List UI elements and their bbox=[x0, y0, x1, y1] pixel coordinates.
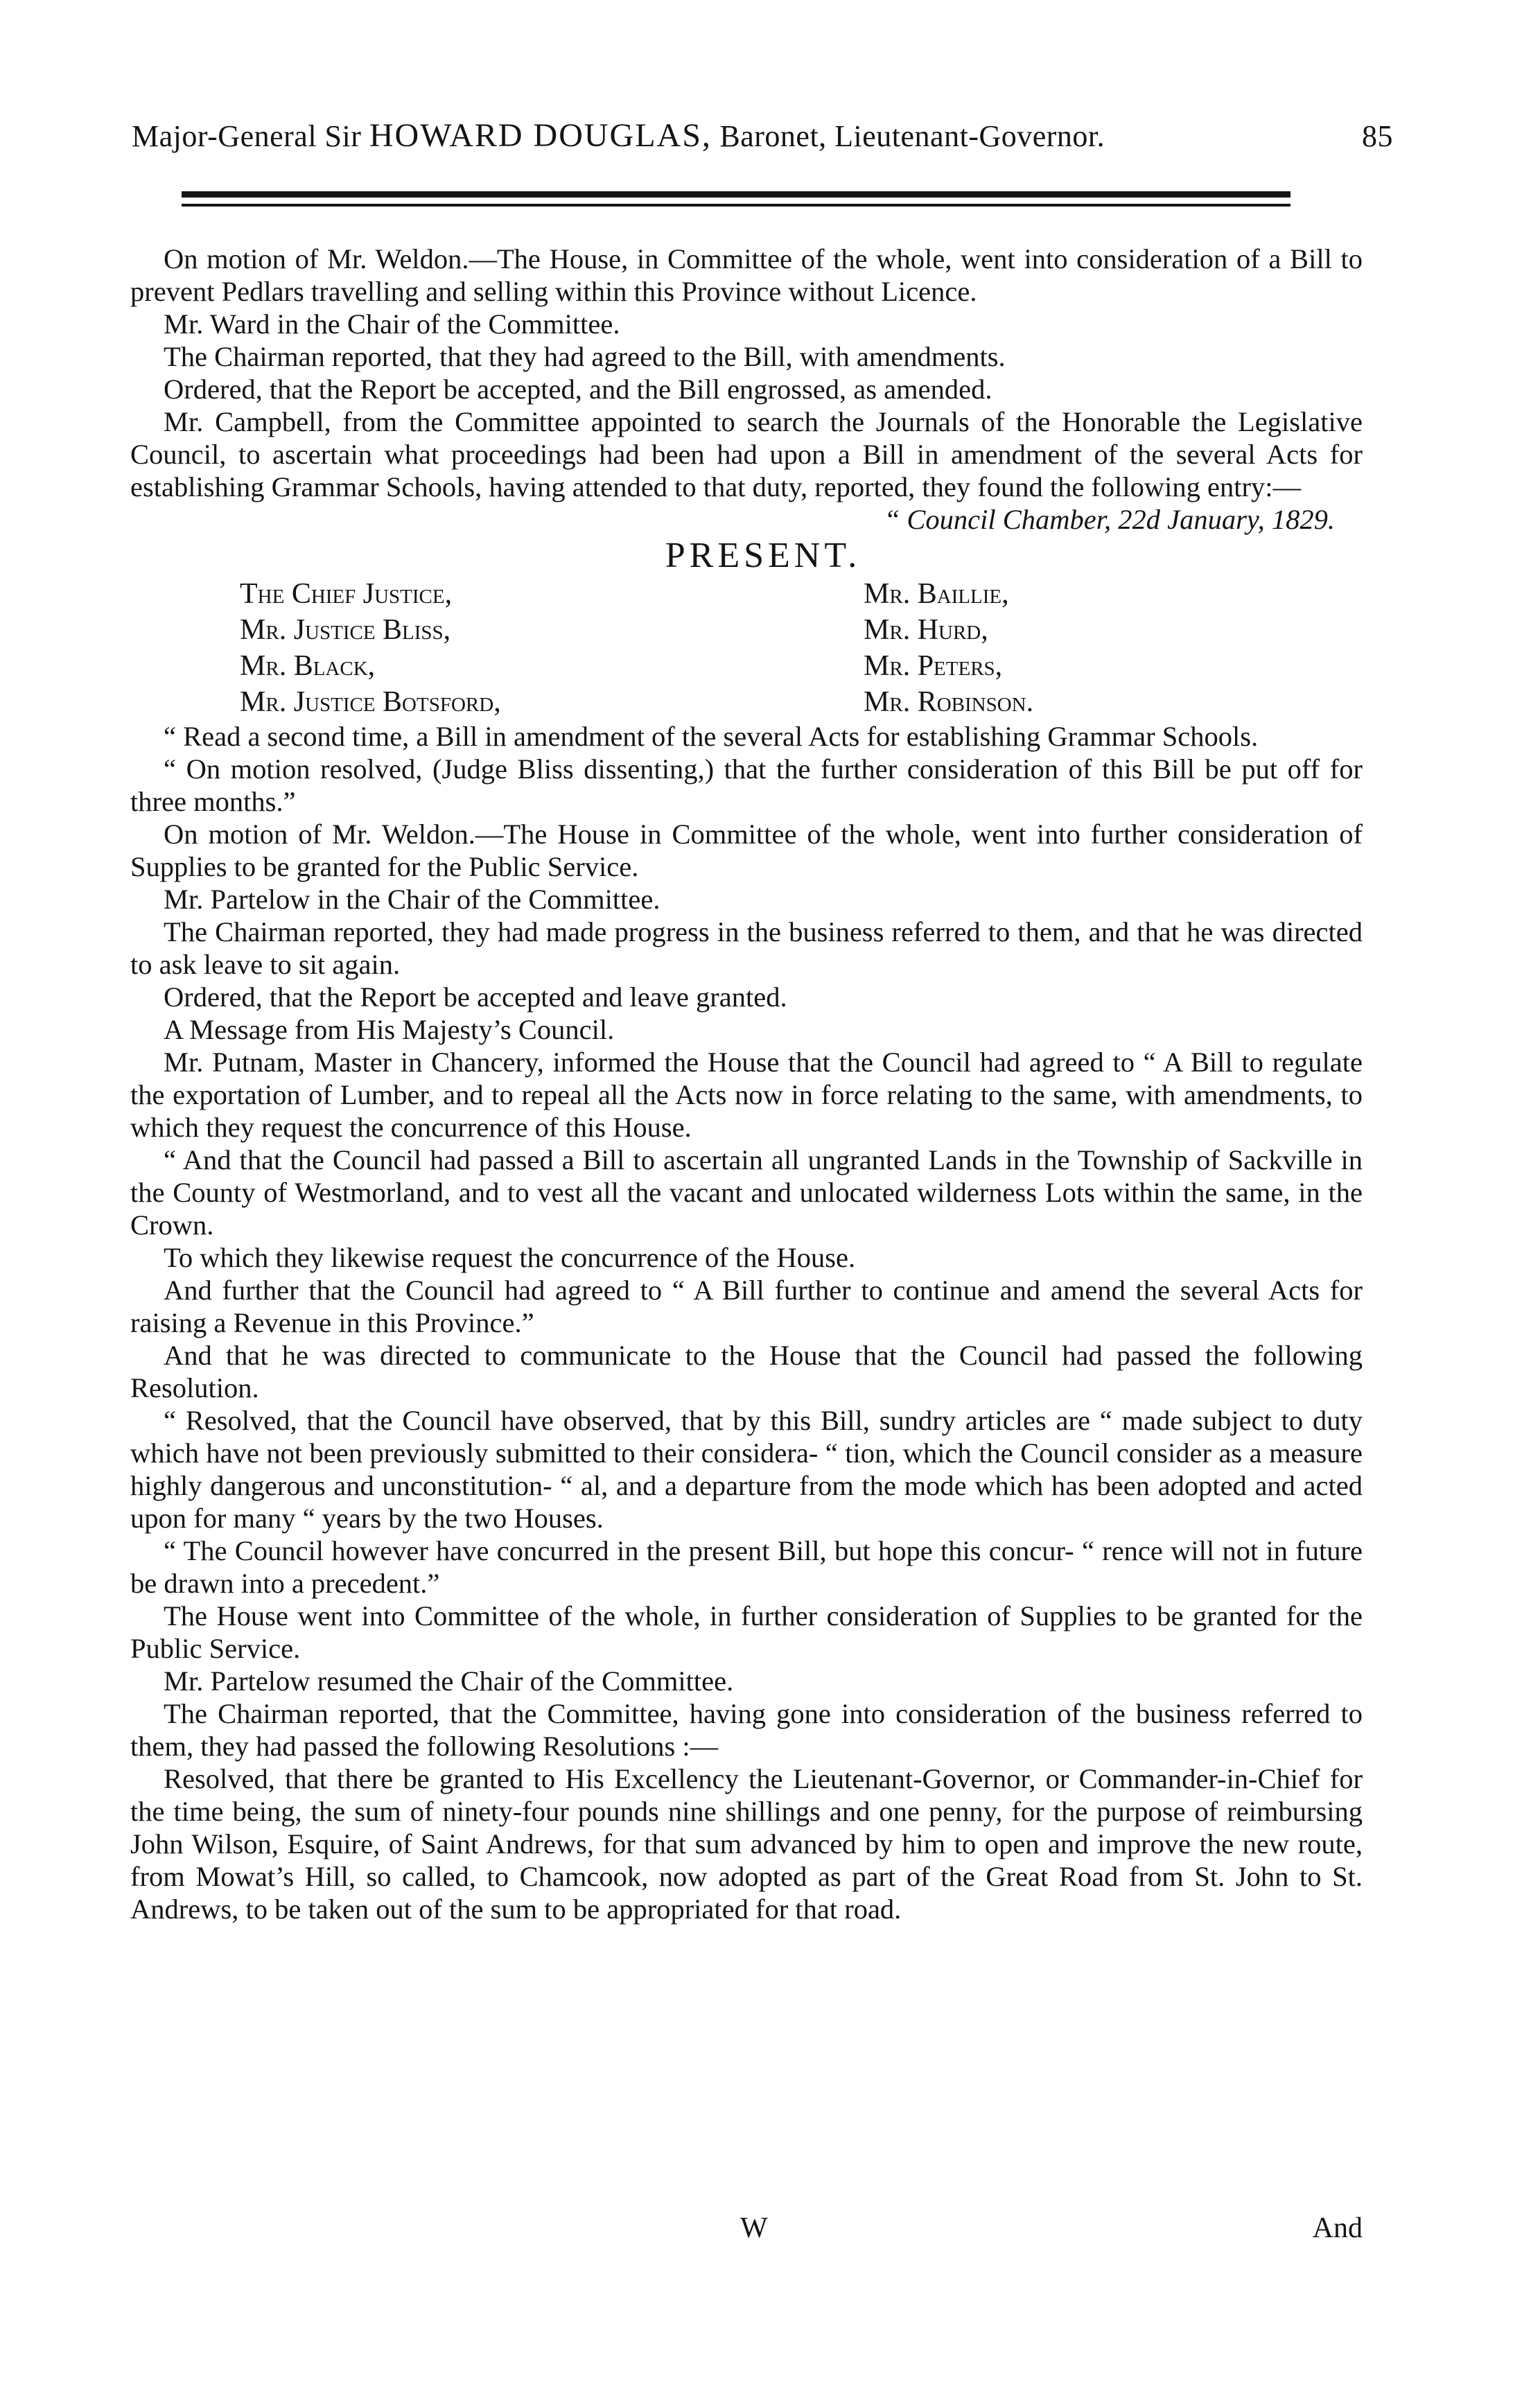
present-member: Mr. Justice Botsford, bbox=[240, 686, 501, 718]
paragraph: Mr. Putnam, Master in Chancery, informed the House that the Council had agreed to “ A Bill to regulate the exportation of Lumber, and to repeal all the Acts now in force relating to the same, with amendments, to which they request the concurrence of this House. bbox=[130, 1047, 1363, 1143]
dateline: “ Council Chamber, 22d January, 1829. bbox=[884, 504, 1335, 535]
paragraph: Mr. Partelow resumed the Chair of the Committee. bbox=[164, 1665, 734, 1697]
running-head-suffix: Baronet, Lieutenant-Governor. bbox=[719, 119, 1105, 153]
present-member: Mr. Black, bbox=[240, 650, 376, 682]
catchword: And bbox=[1312, 2212, 1363, 2244]
body-text bbox=[130, 243, 1363, 1925]
present-member: Mr. Hurd, bbox=[864, 614, 988, 646]
signature-mark: W bbox=[740, 2212, 768, 2244]
paragraph: “ And that the Council had passed a Bill to ascertain all ungranted Lands in the Township of Sackville in the County of Westmorland, and to vest all the vacant and unlocated wilderness Lots within the same, in the Crown. bbox=[130, 1144, 1363, 1241]
paragraph: On motion of Mr. Weldon.—The House, in Committee of the whole, went into consideration of a Bill to prevent Pedlars travelling and selling within this Province without Licence. bbox=[130, 243, 1363, 307]
paragraph: Mr. Ward in the Chair of the Committee. bbox=[164, 308, 620, 340]
present-member: Mr. Baillie, bbox=[864, 578, 1009, 610]
present-member: Mr. Robinson. bbox=[864, 686, 1034, 718]
running-head-name: HOWARD DOUGLAS, bbox=[369, 117, 712, 154]
present-member: Mr. Justice Bliss, bbox=[240, 614, 451, 646]
present-member: The Chief Justice, bbox=[240, 578, 453, 610]
present-members-list bbox=[240, 576, 1363, 720]
paragraph: Mr. Partelow in the Chair of the Committee. bbox=[164, 884, 660, 915]
header-rule-thin bbox=[182, 204, 1290, 207]
paragraph: Ordered, that the Report be accepted, and the Bill engrossed, as amended. bbox=[164, 374, 992, 405]
running-head-title bbox=[132, 116, 1338, 155]
present-heading: PRESENT. bbox=[665, 536, 861, 575]
paragraph: On motion of Mr. Weldon.—The House in Committee of the whole, went into further consideration of Supplies to be granted for the Public Service. bbox=[130, 819, 1363, 882]
paragraph: “ The Council however have concurred in the present Bill, but hope this concur- “ rence will not in future be drawn into a precedent.” bbox=[130, 1535, 1363, 1599]
page-footer bbox=[130, 2211, 1363, 2252]
paragraph: The House went into Committee of the whole, in further consideration of Supplies to be granted for the Public Service. bbox=[130, 1600, 1363, 1664]
paragraph: A Message from His Majesty’s Council. bbox=[164, 1014, 615, 1045]
paragraph: Resolved, that there be granted to His Excellency the Lieutenant-Governor, or Commander-in-Chief for the time being, the sum of ninety-four pounds nine shillings and one penny, for the purpose of reimbursing John Wilson, Esquire, of Saint Andrews, for that sum advanced by him to open and improve the new route, from Mowat’s Hill, so called, to Chamcook, now adopted as part of the Great Road from St. John to St. Andrews, to be taken out of the sum to be appropriated for that road. bbox=[130, 1763, 1363, 1925]
paragraph: Ordered, that the Report be accepted and leave granted. bbox=[164, 981, 787, 1013]
header-rule-thick bbox=[182, 191, 1290, 198]
present-member: Mr. Peters, bbox=[864, 650, 1003, 682]
paragraph: “ Resolved, that the Council have observed, that by this Bill, sundry articles are “ made subject to duty which have not been previously submitted to their considera- “ tion, which the Council consider as a measure highly dangerous and unconstitution- “ al, and a departure from the mode which has been adopted and acted upon for many “ years by the two Houses. bbox=[130, 1405, 1363, 1534]
paragraph: To which they likewise request the concurrence of the House. bbox=[164, 1242, 856, 1273]
paragraph: The Chairman reported, that the Committee, having gone into consideration of the business referred to them, they had passed the following Resolutions :— bbox=[130, 1698, 1363, 1762]
paragraph: The Chairman reported, that they had agreed to the Bill, with amendments. bbox=[164, 341, 1006, 372]
paragraph: Mr. Campbell, from the Committee appointed to search the Journals of the Honorable the Legislative Council, to ascertain what proceedings had been had upon a Bill in amendment of the several Acts for establishing Grammar Schools, having attended to that duty, reported, they found the following entry:— bbox=[130, 406, 1363, 502]
page-number: 85 bbox=[1362, 119, 1393, 153]
running-head bbox=[132, 116, 1393, 165]
paragraph: And further that the Council had agreed to “ A Bill further to continue and amend the several Acts for raising a Revenue in this Province.” bbox=[130, 1275, 1363, 1338]
running-head-prefix: Major-General Sir bbox=[132, 119, 362, 153]
paragraph: The Chairman reported, they had made progress in the business referred to them, and that he was directed to ask leave to sit again. bbox=[130, 916, 1363, 980]
paragraph: “ Read a second time, a Bill in amendment of the several Acts for establishing Grammar Schools. bbox=[164, 721, 1259, 752]
paragraph: “ On motion resolved, (Judge Bliss dissenting,) that the further consideration of this Bill be put off for three months.” bbox=[130, 753, 1363, 817]
paragraph: And that he was directed to communicate to the House that the Council had passed the following Resolution. bbox=[130, 1340, 1363, 1403]
